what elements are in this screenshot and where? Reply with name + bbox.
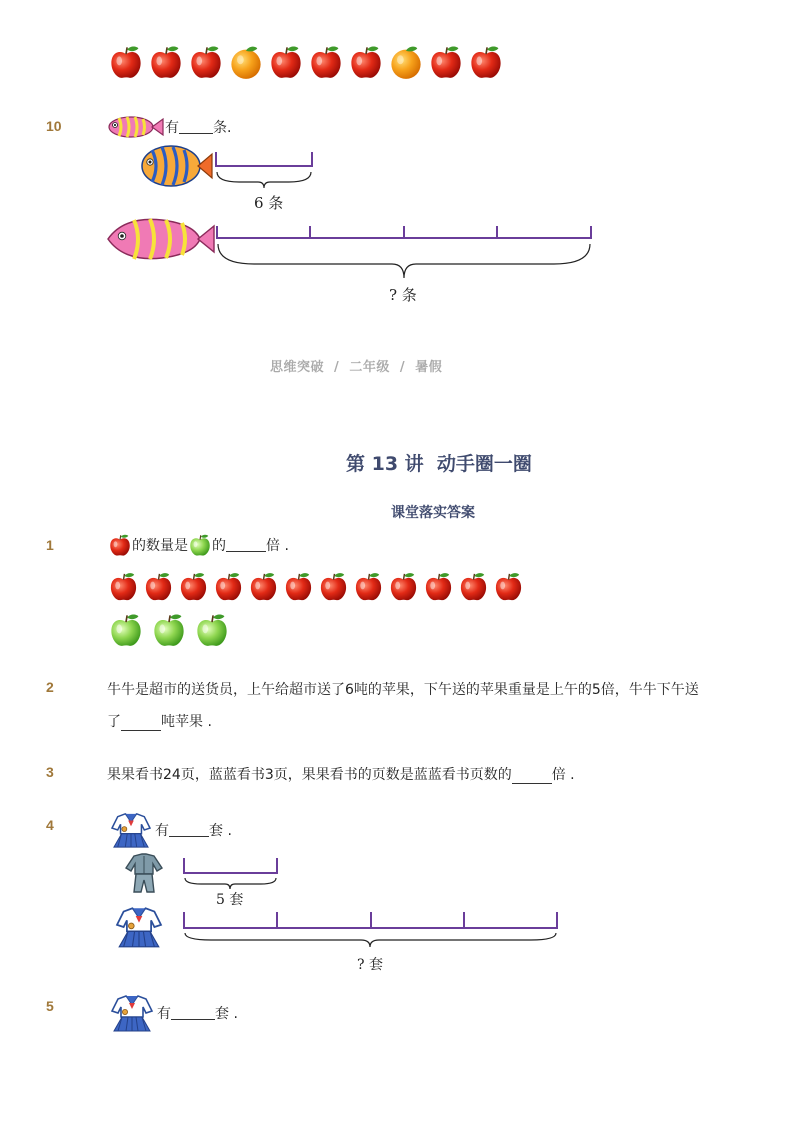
tracksuit-icon bbox=[122, 852, 166, 894]
red-apple-icon bbox=[428, 44, 464, 80]
red-apple-icon bbox=[143, 571, 174, 602]
question-1-text-mid: 的数量是 bbox=[132, 538, 188, 554]
orange-icon bbox=[228, 44, 264, 80]
question-10-prompt bbox=[105, 115, 231, 139]
answer-blank[interactable] bbox=[121, 718, 161, 731]
question-2-number: 2 bbox=[46, 679, 54, 695]
green-apple-icon bbox=[188, 533, 212, 557]
red-apple-icon bbox=[148, 44, 184, 80]
green-apple-icon bbox=[108, 612, 144, 648]
answer-blank[interactable] bbox=[169, 824, 209, 837]
question-3-text bbox=[107, 764, 575, 784]
orange-icon bbox=[388, 44, 424, 80]
red-apple-row bbox=[108, 571, 518, 605]
q10-long-label: ? 条 bbox=[389, 286, 417, 304]
red-apple-icon bbox=[283, 571, 314, 602]
q4-short-label: 5 套 bbox=[216, 892, 244, 908]
red-apple-icon bbox=[353, 571, 384, 602]
long-bar-q10 bbox=[214, 222, 594, 284]
red-apple-icon bbox=[248, 571, 279, 602]
school-uniform-icon bbox=[112, 905, 166, 949]
school-uniform-icon bbox=[107, 811, 155, 849]
question-4-text-before: 有 bbox=[155, 823, 169, 839]
red-apple-icon bbox=[348, 44, 384, 80]
answer-blank[interactable] bbox=[171, 1007, 215, 1020]
long-bar-q4 bbox=[181, 908, 561, 954]
question-5-prompt bbox=[107, 994, 238, 1032]
question-3-text-after: 倍 . bbox=[551, 767, 575, 783]
question-1-number: 1 bbox=[46, 537, 54, 553]
red-apple-icon bbox=[468, 44, 504, 80]
question-5-text-after: 套 . bbox=[215, 1006, 238, 1022]
pink-fish-icon bbox=[104, 214, 216, 264]
red-apple-icon bbox=[213, 571, 244, 602]
question-1-prompt bbox=[108, 532, 289, 558]
question-5-number: 5 bbox=[46, 998, 54, 1014]
red-apple-icon bbox=[493, 571, 524, 602]
question-5-text-before: 有 bbox=[157, 1006, 171, 1022]
answer-blank[interactable] bbox=[226, 539, 266, 552]
red-apple-icon bbox=[108, 533, 132, 557]
q4-long-label: ? 套 bbox=[357, 957, 383, 973]
school-uniform-icon bbox=[107, 993, 157, 1033]
red-apple-icon bbox=[308, 44, 344, 80]
short-bar-q4 bbox=[181, 854, 281, 894]
question-3-number: 3 bbox=[46, 764, 54, 780]
question-10-number: 10 bbox=[46, 118, 62, 134]
answer-blank[interactable] bbox=[512, 771, 552, 784]
question-4-text-after: 套 . bbox=[209, 823, 232, 839]
red-apple-icon bbox=[108, 571, 139, 602]
red-apple-icon bbox=[188, 44, 224, 80]
question-1-text-end: 的 bbox=[212, 538, 226, 554]
answer-blank[interactable] bbox=[179, 121, 213, 134]
red-apple-icon bbox=[388, 571, 419, 602]
green-apple-icon bbox=[151, 612, 187, 648]
red-apple-icon bbox=[108, 44, 144, 80]
question-4-prompt bbox=[107, 812, 232, 848]
lesson-title: 第 13 讲 动手圈一圈 bbox=[346, 453, 532, 475]
question-10-text-after: 条. bbox=[213, 120, 232, 136]
question-10-text-before: 有 bbox=[165, 120, 179, 136]
question-2-line-1: 牛牛是超市的送货员，上午给超市送了6吨的苹果，下午送的苹果重量是上午的5倍，牛牛下午送 bbox=[107, 682, 699, 698]
green-apple-icon bbox=[194, 612, 230, 648]
question-2-line-2 bbox=[107, 711, 212, 731]
question-2-text-before: 了 bbox=[107, 714, 121, 730]
red-apple-icon bbox=[458, 571, 489, 602]
orange-fish-icon bbox=[138, 142, 214, 190]
red-apple-icon bbox=[423, 571, 454, 602]
section-title: 课堂落实答案 bbox=[391, 505, 475, 521]
small-pink-fish-icon bbox=[105, 114, 165, 140]
question-4-number: 4 bbox=[46, 817, 54, 833]
top-fruit-row bbox=[108, 44, 498, 80]
red-apple-icon bbox=[178, 571, 209, 602]
q10-short-label: 6 条 bbox=[254, 194, 284, 212]
green-apple-row bbox=[108, 612, 238, 650]
question-1-text-after: 倍 . bbox=[266, 538, 289, 554]
red-apple-icon bbox=[318, 571, 349, 602]
page-footer: 思维突破 / 二年级 / 暑假 bbox=[270, 360, 443, 375]
question-3-text-before: 果果看书24页，蓝蓝看书3页，果果看书的页数是蓝蓝看书页数的 bbox=[107, 767, 512, 783]
question-2-text-after: 吨苹果 . bbox=[161, 714, 212, 730]
red-apple-icon bbox=[268, 44, 304, 80]
